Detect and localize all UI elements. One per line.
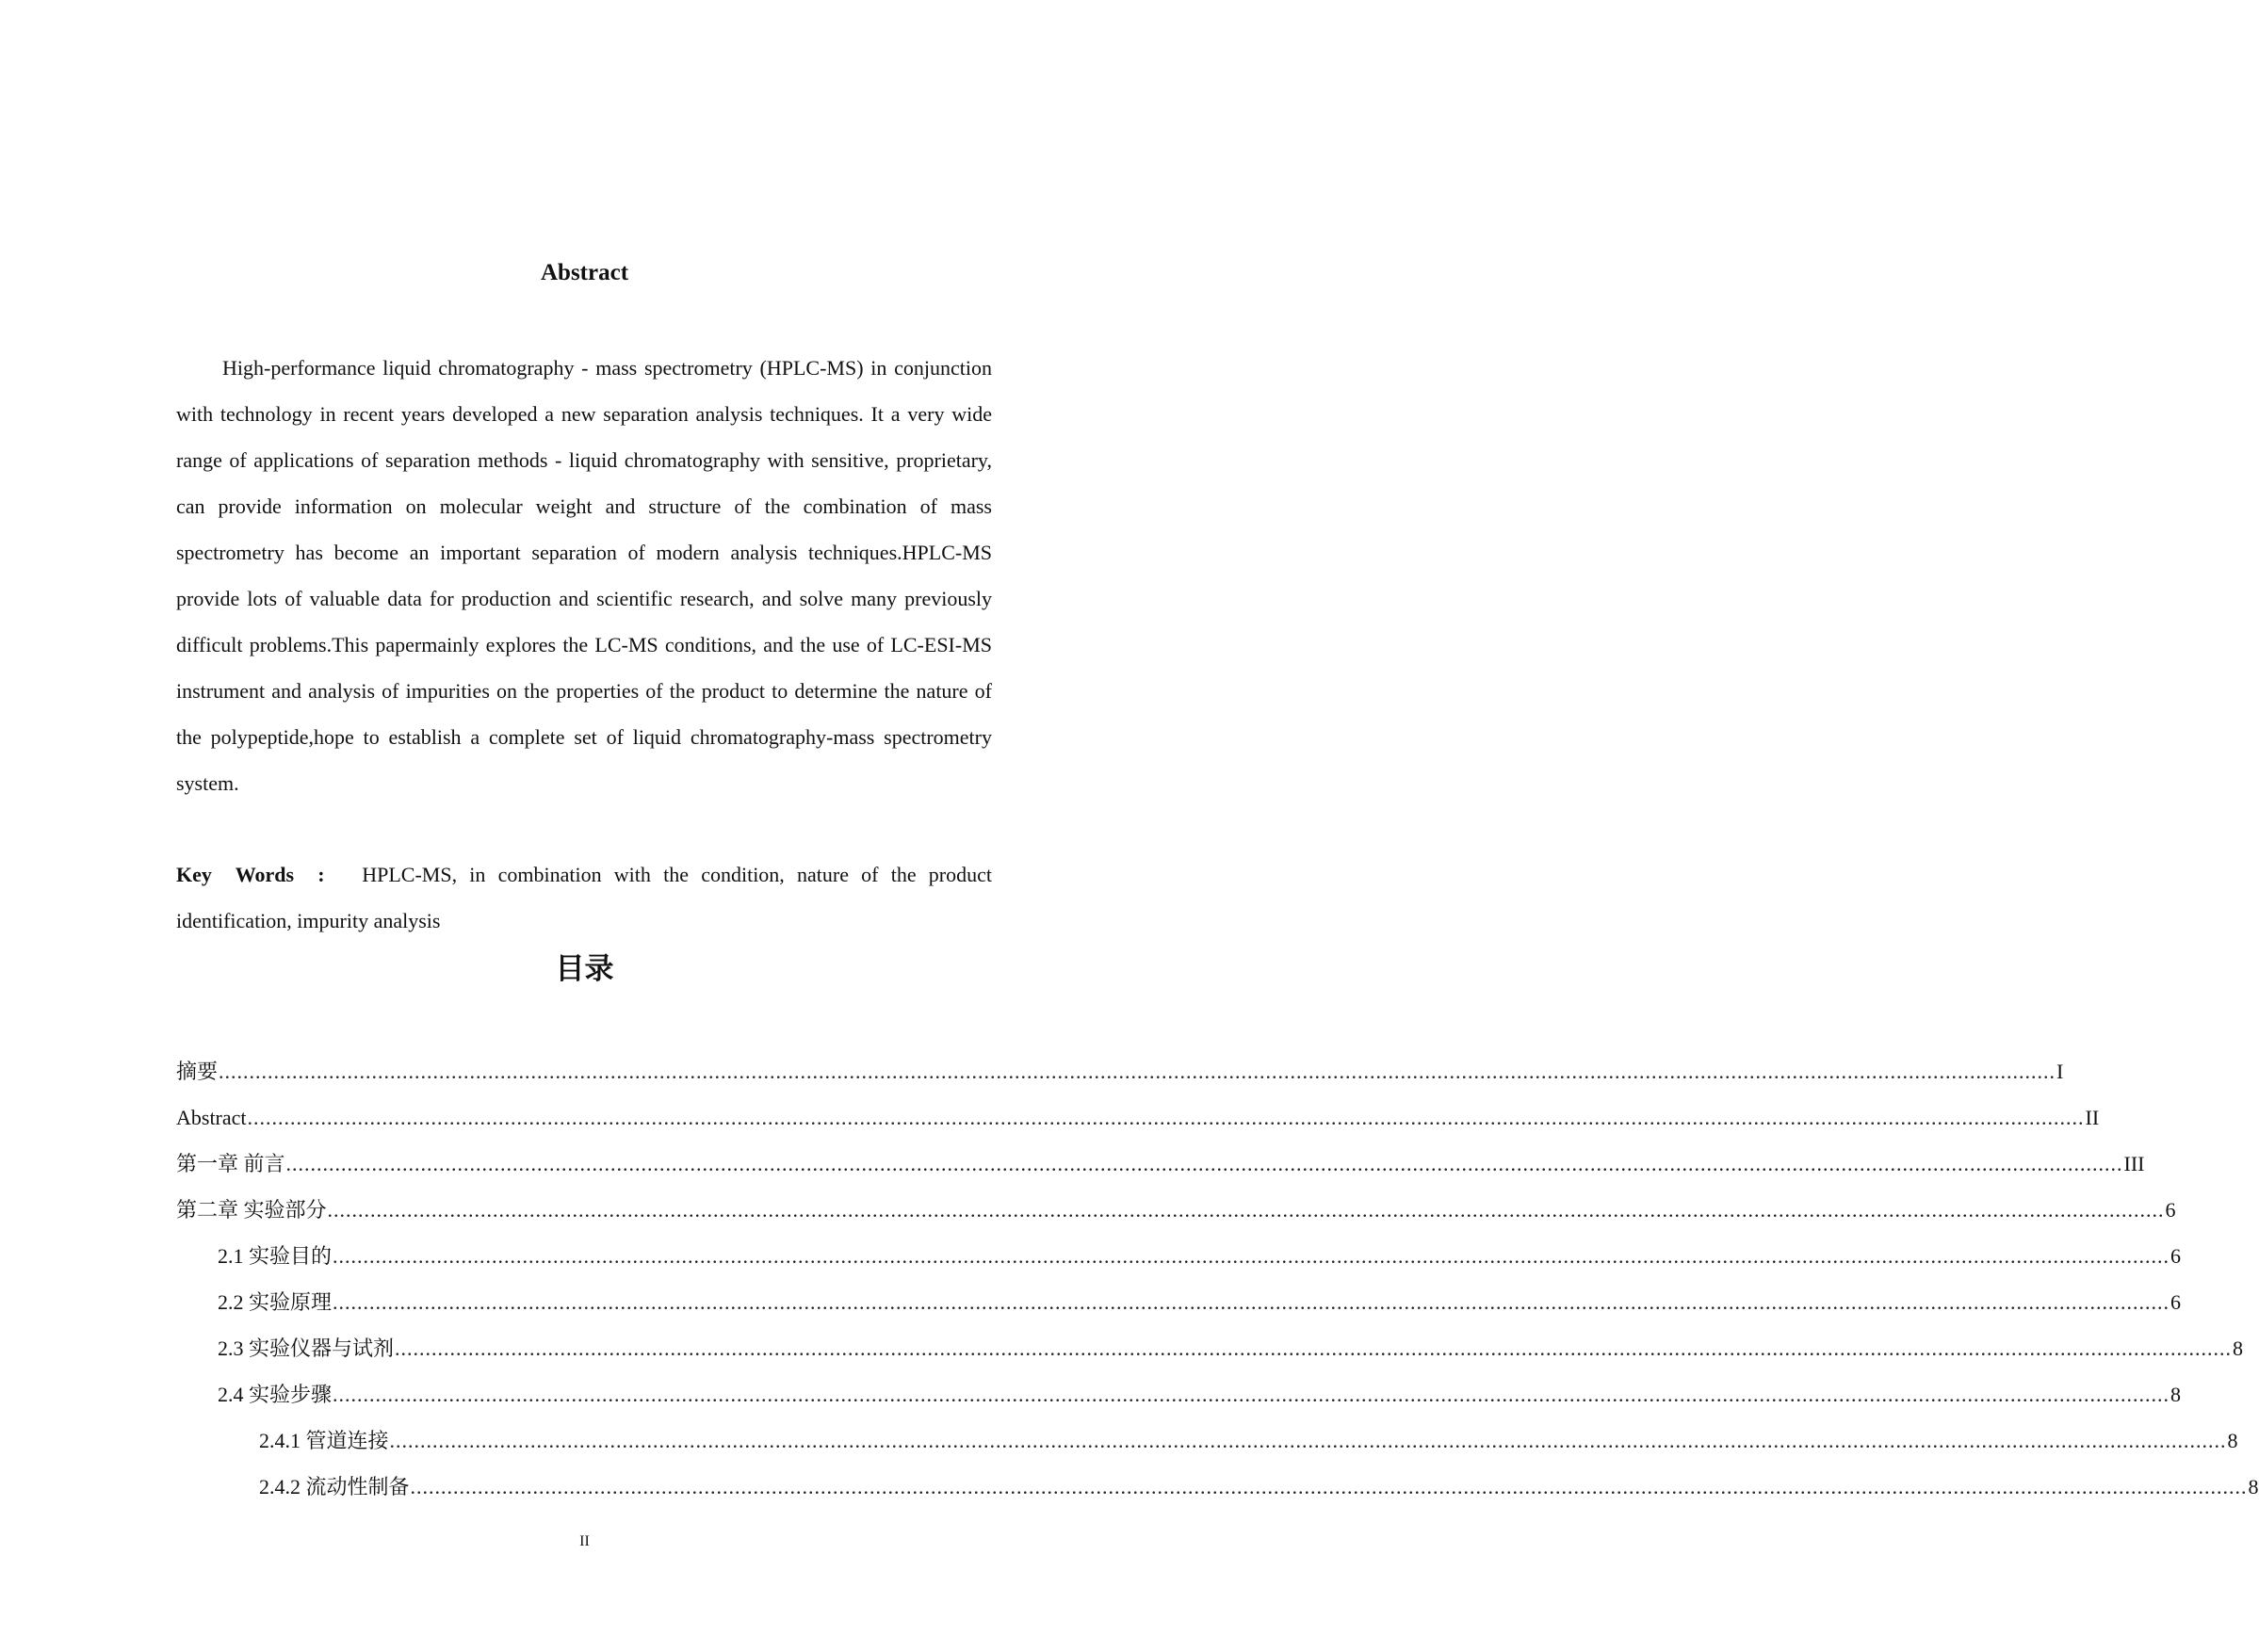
toc-entry-label: 2.4 实验步骤 — [218, 1383, 333, 1406]
toc-entry-page: 8 — [2248, 1475, 2259, 1498]
toc-dot-leader: ............................................................................................................................................................................................................................................................................................................ — [247, 1106, 2085, 1129]
toc-entry-page: 6 — [2170, 1244, 2182, 1268]
toc-entry-label: 2.4.1 管道连接 — [259, 1429, 389, 1452]
toc-dot-leader: ............................................................................................................................................................................................................................................................................................................ — [327, 1198, 2165, 1222]
toc-dot-leader: ............................................................................................................................................................................................................................................................................................................ — [219, 1060, 2056, 1083]
toc-dot-leader: ............................................................................................................................................................................................................................................................................................................ — [333, 1290, 2170, 1314]
toc-dot-leader: ............................................................................................................................................................................................................................................................................................................ — [285, 1152, 2123, 1175]
toc-entry-label: 2.1 实验目的 — [218, 1244, 333, 1268]
toc-entry-label: 2.4.2 流动性制备 — [259, 1475, 410, 1498]
toc-entry[interactable] — [176, 1094, 2100, 1141]
abstract-heading: Abstract — [540, 260, 629, 285]
toc-entry-page: I — [2056, 1060, 2064, 1083]
keywords-line — [176, 851, 992, 944]
toc-entry[interactable] — [176, 1325, 2244, 1371]
toc-entry[interactable] — [176, 1417, 2238, 1464]
toc-entry-label: Abstract — [176, 1106, 247, 1129]
toc-entry-page: 8 — [2227, 1429, 2238, 1452]
toc-entry-page: 8 — [2233, 1336, 2244, 1360]
toc-entry-label: 第二章 实验部分 — [176, 1198, 327, 1222]
toc-dot-leader: ............................................................................................................................................................................................................................................................................................................ — [410, 1475, 2248, 1498]
toc-entry[interactable] — [176, 1233, 2182, 1279]
keywords-text: HPLC-MS, in combination with the condition, nature of the product identification, impurity analysis — [176, 863, 993, 932]
page-number: II — [579, 1533, 590, 1549]
toc-entry-label: 第一章 前言 — [176, 1152, 285, 1175]
toc-entry[interactable] — [176, 1371, 2182, 1417]
toc-entry-page: III — [2123, 1152, 2145, 1175]
toc-entry-page: II — [2085, 1106, 2100, 1129]
toc-entry[interactable] — [176, 1048, 2064, 1094]
toc-entry-label: 摘要 — [176, 1060, 219, 1083]
toc-entry-label: 2.2 实验原理 — [218, 1290, 333, 1314]
toc-entry[interactable] — [176, 1141, 2145, 1187]
keywords-label: Key Words : — [176, 863, 325, 886]
toc-entry-page: 6 — [2170, 1290, 2182, 1314]
abstract-paragraph: High-performance liquid chromatography - mass spectrometry (HPLC-MS) in conjunction with technology in recent years developed a new separation analysis techniques. It a very wide range of applications of separation methods - liquid chromatography with sensitive, proprietary, can provide information on molecular weight and structure of the combination of mass spectrometry has become an important separation of modern analysis techniques.HPLC-MS provide lots of valuable data for production and scientific research, and solve many previously difficult problems.This papermainly explores the LC-MS conditions, and the use of LC-ESI-MS instrument and analysis of impurities on the properties of the product to determine the nature of the polypeptide,hope to establish a complete set of liquid chromatography-mass spectrometry system. — [176, 356, 992, 795]
toc-entry[interactable] — [176, 1279, 2182, 1325]
toc-dot-leader: ............................................................................................................................................................................................................................................................................................................ — [395, 1336, 2233, 1360]
toc-heading: 目录 — [555, 952, 614, 986]
toc-entry-label: 2.3 实验仪器与试剂 — [218, 1336, 395, 1360]
toc-dot-leader: ............................................................................................................................................................................................................................................................................................................ — [333, 1383, 2170, 1406]
toc-entry-page: 6 — [2165, 1198, 2176, 1222]
toc-dot-leader: ............................................................................................................................................................................................................................................................................................................ — [333, 1244, 2170, 1268]
toc-entry[interactable] — [176, 1187, 2176, 1233]
toc-dot-leader: ............................................................................................................................................................................................................................................................................................................ — [389, 1429, 2227, 1452]
toc-entry[interactable] — [176, 1464, 2259, 1510]
table-of-contents — [176, 1048, 2259, 1510]
toc-entry-page: 8 — [2170, 1383, 2182, 1406]
